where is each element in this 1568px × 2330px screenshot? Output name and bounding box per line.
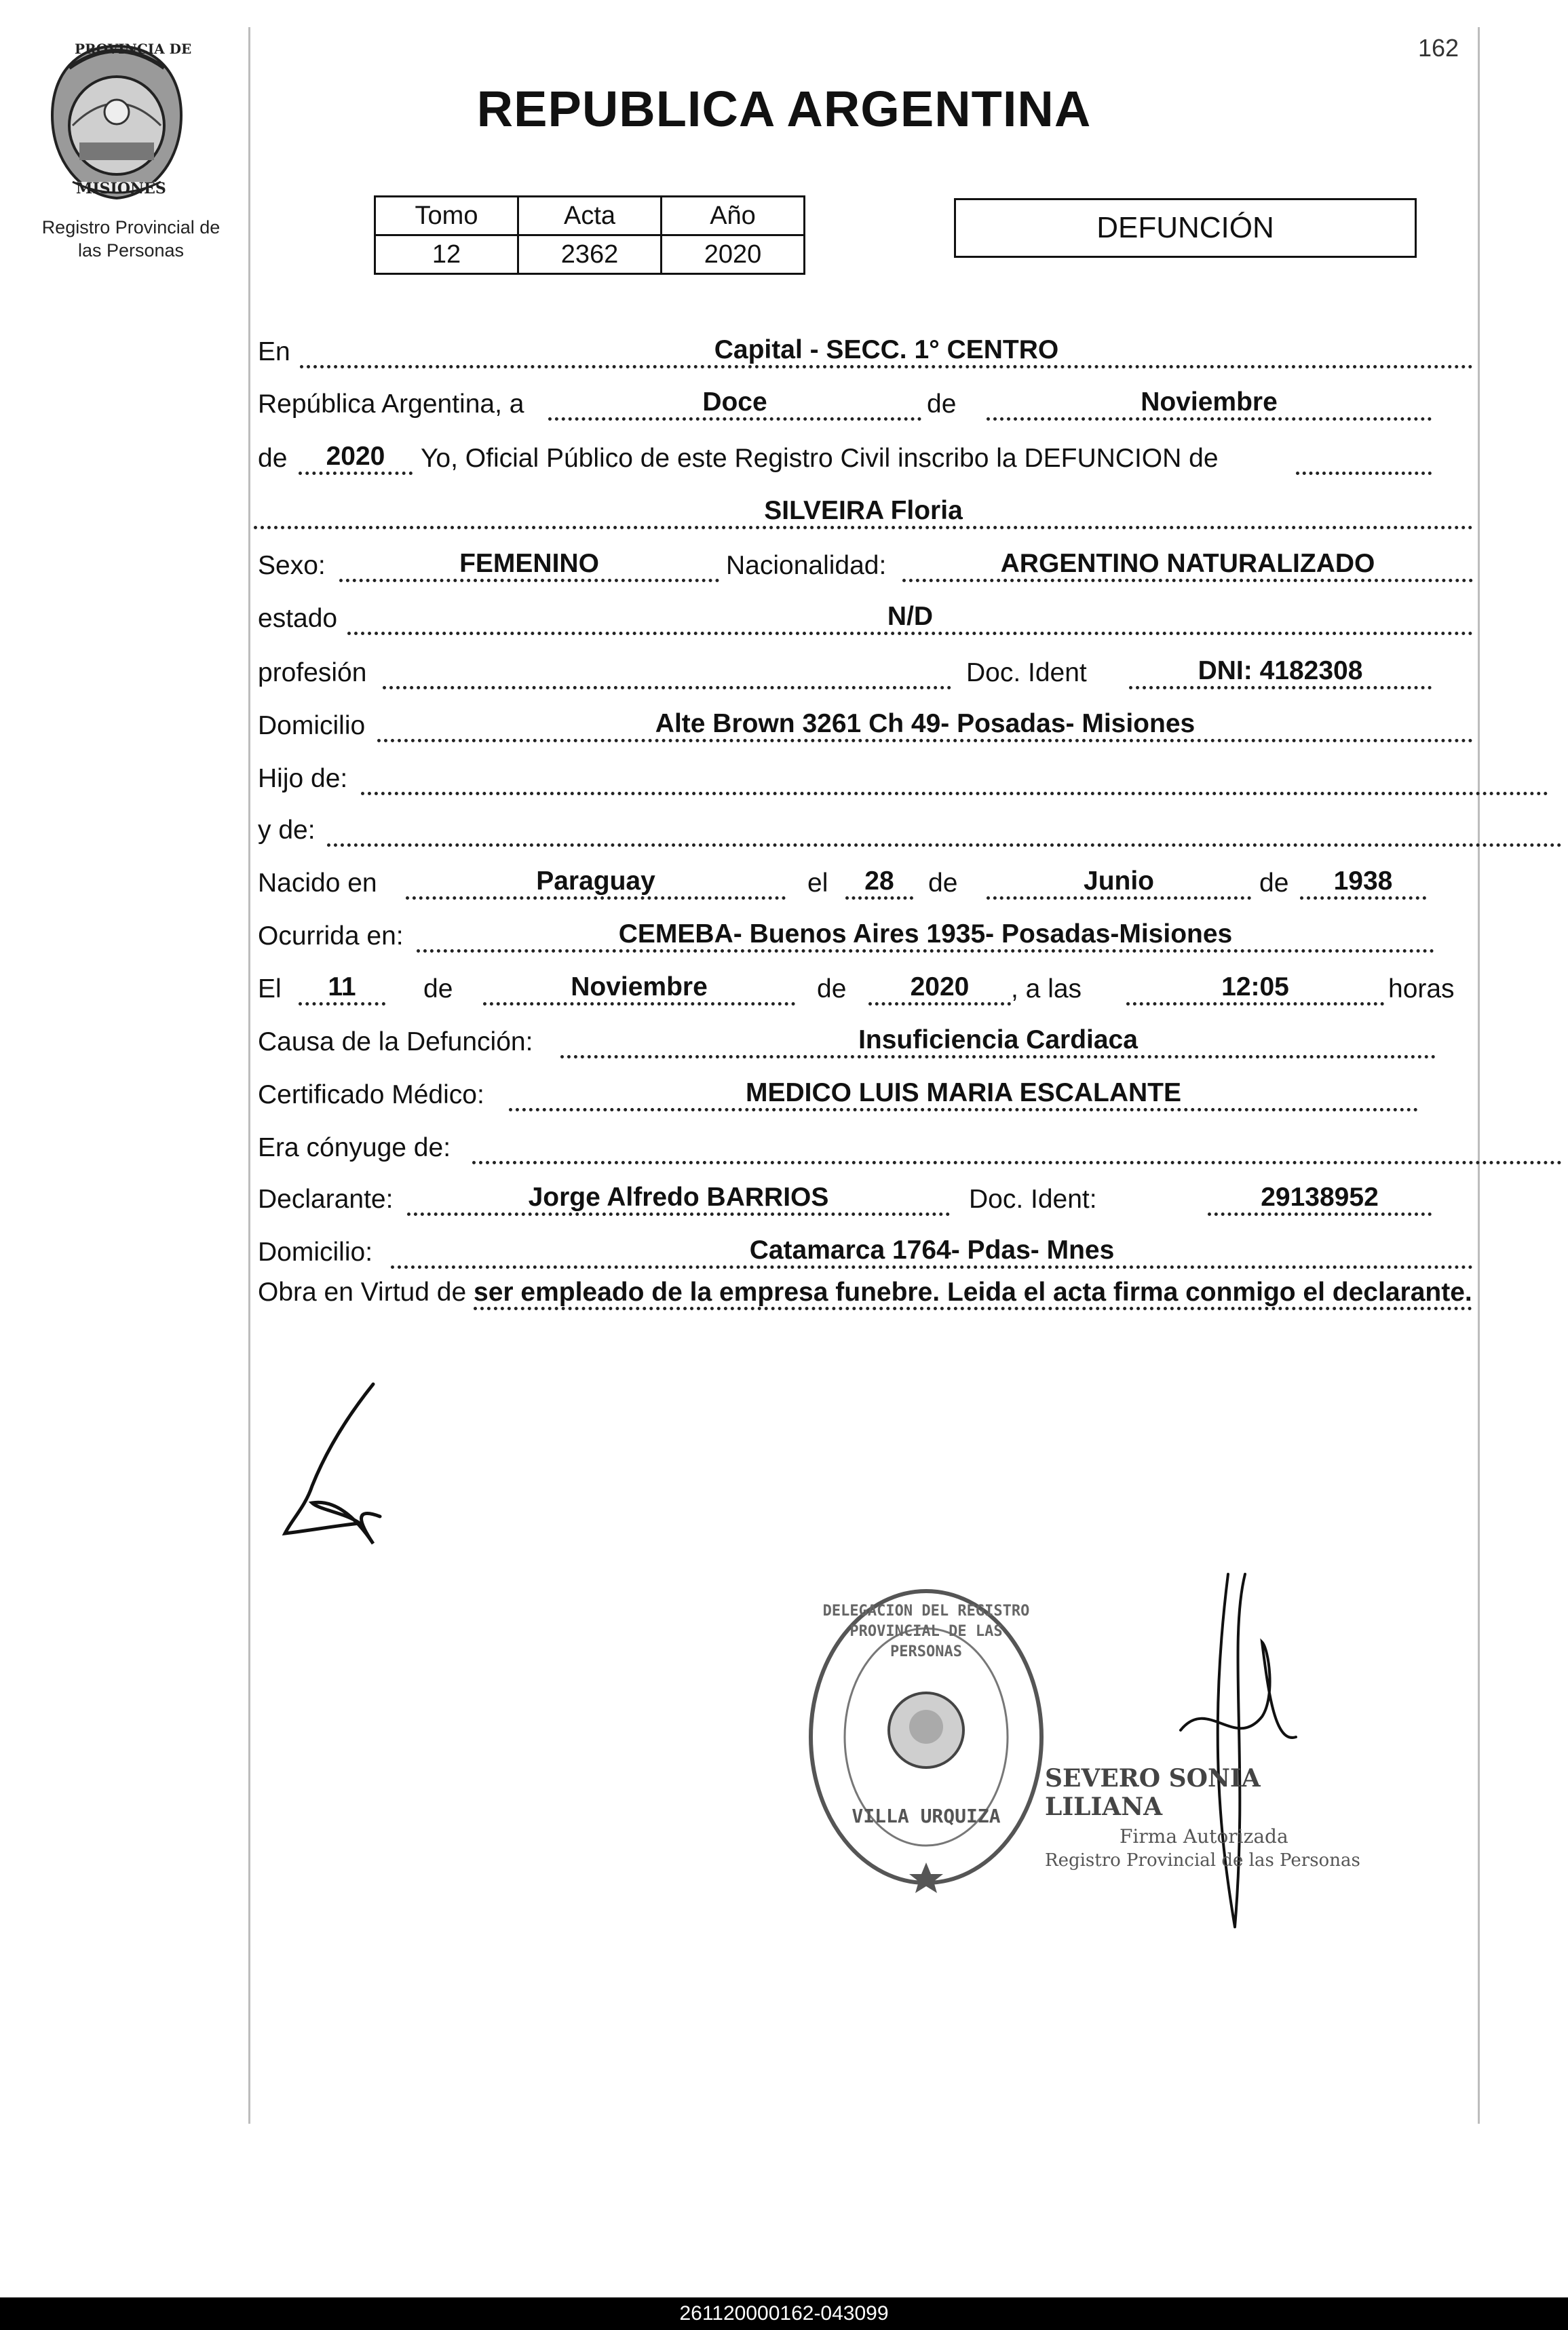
oficial-trailing-field [1296, 436, 1432, 475]
record-table-header: Año [662, 197, 805, 235]
row-profesion [258, 650, 1473, 691]
birth-day-field[interactable] [845, 861, 913, 900]
de-label: de [1259, 868, 1289, 898]
stamp-ring-text: DELEGACION DEL REGISTRO PROVINCIAL DE LAS PERSONAS [822, 1603, 1030, 1660]
row-certificado [258, 1072, 1473, 1113]
official-signature-icon [1167, 1561, 1316, 1941]
causa-field[interactable] [560, 1020, 1436, 1058]
obra-paragraph [258, 1273, 1472, 1312]
en-label: En [258, 337, 290, 366]
crest-text-bottom: MISIONES [76, 180, 166, 197]
obra-prefix: Obra en Virtud de [258, 1278, 467, 1307]
obra-text: ser empleado de la empresa funebre. Leida el acta firma conmigo el declarante. [474, 1278, 1472, 1310]
decl-domicilio-value: Catamarca 1764- Pdas- Mnes [749, 1236, 1115, 1265]
row-conyuge [258, 1125, 1473, 1166]
de-label: de [817, 974, 847, 1004]
domicilio-field[interactable] [377, 704, 1473, 742]
de-label: de [928, 868, 958, 898]
row-ocurrida [258, 913, 1473, 954]
month-field[interactable] [987, 382, 1432, 421]
barcode-footer: 261120000162-043099 [0, 2297, 1568, 2330]
nacionalidad-label: Nacionalidad: [726, 551, 887, 580]
declarante-value: Jorge Alfredo BARRIOS [528, 1183, 829, 1212]
right-margin-line [1478, 27, 1480, 2124]
alas-label: , a las [1011, 974, 1082, 1004]
deceased-name-value: SILVEIRA Floria [764, 496, 963, 525]
record-table-header: Acta [518, 197, 662, 235]
ocurrida-value: CEMEBA- Buenos Aires 1935- Posadas-Misiones [618, 919, 1233, 949]
row-year [258, 436, 1473, 476]
yde-field[interactable] [327, 808, 1562, 847]
row-declarante [258, 1177, 1473, 1217]
hijo-field[interactable] [361, 757, 1548, 795]
row-death-date [258, 966, 1473, 1007]
ocurrida-label: Ocurrida en: [258, 921, 404, 951]
en-value: Capital - SECC. 1° CENTRO [714, 335, 1059, 364]
nacido-label: Nacido en [258, 868, 377, 898]
nacido-value: Paraguay [536, 866, 655, 896]
day-field[interactable] [548, 382, 921, 421]
record-table-header: Tomo [375, 197, 518, 235]
hijo-label: Hijo de: [258, 764, 348, 793]
record-table-cell: 2362 [518, 235, 662, 274]
record-table [374, 195, 805, 275]
birth-year-field[interactable] [1300, 861, 1426, 900]
certificado-label: Certificado Médico: [258, 1080, 484, 1109]
death-year-field[interactable] [868, 967, 1011, 1006]
registry-label-line2: las Personas [77, 240, 185, 261]
doc-ident-value: DNI: 4182308 [1198, 656, 1363, 685]
decl-doc-value: 29138952 [1261, 1183, 1379, 1212]
estado-field[interactable] [347, 596, 1473, 635]
death-time-field[interactable] [1126, 967, 1384, 1006]
row-domicilio [258, 703, 1473, 744]
profesion-label: profesión [258, 658, 367, 687]
birth-month-field[interactable] [987, 861, 1251, 900]
certificado-field[interactable] [509, 1073, 1418, 1111]
record-table-cell: 2020 [662, 235, 805, 274]
yde-label: y de: [258, 816, 315, 845]
declarante-label: Declarante: [258, 1185, 394, 1214]
conyuge-field[interactable] [472, 1126, 1562, 1164]
decl-doc-label: Doc. Ident: [969, 1185, 1097, 1214]
nacido-field[interactable] [406, 861, 786, 900]
estado-label: estado [258, 604, 338, 633]
de-label: de [927, 389, 957, 419]
year-value: 2020 [326, 442, 385, 471]
sexo-field[interactable] [339, 543, 719, 582]
row-decl-domicilio [258, 1229, 1473, 1270]
death-day-field[interactable] [299, 967, 385, 1006]
row-yde [258, 807, 1473, 848]
birth-month-value: Junio [1084, 866, 1154, 896]
record-table-header-row [375, 197, 805, 235]
stamp-center-text: VILLA URQUIZA [852, 1805, 1001, 1827]
death-month-value: Noviembre [571, 972, 708, 1001]
day-value: Doce [702, 387, 767, 417]
domicilio-value: Alte Brown 3261 Ch 49- Posadas- Misiones [655, 709, 1196, 738]
record-table-value-row [375, 235, 805, 274]
deceased-name-field[interactable] [254, 491, 1473, 529]
record-type-box: DEFUNCIÓN [954, 198, 1417, 258]
death-day-value: 11 [328, 972, 356, 1001]
authority-role: Firma Autorizada [1120, 1825, 1288, 1848]
de-label: de [258, 444, 288, 473]
doc-ident-label: Doc. Ident [966, 658, 1087, 687]
birth-day-value: 28 [864, 866, 894, 896]
row-en [258, 329, 1473, 370]
nacionalidad-value: ARGENTINO NATURALIZADO [1000, 549, 1375, 578]
authority-name: SEVERO SONIA LILIANA [1045, 1764, 1261, 1821]
birth-year-value: 1938 [1333, 866, 1393, 896]
death-year-value: 2020 [910, 972, 970, 1001]
causa-value: Insuficiencia Cardiaca [858, 1025, 1138, 1054]
decl-domicilio-label: Domicilio: [258, 1238, 373, 1267]
row-sexo [258, 543, 1473, 584]
row-hijo [258, 756, 1473, 797]
row-date [258, 381, 1473, 422]
death-time-value: 12:05 [1221, 972, 1289, 1001]
record-table-cell: 12 [375, 235, 518, 274]
el-cap-label: El [258, 974, 282, 1004]
row-causa [258, 1019, 1473, 1060]
declarant-signature-icon [271, 1377, 394, 1554]
row-estado [258, 596, 1473, 636]
decl-domicilio-field[interactable] [391, 1230, 1473, 1269]
ocurrida-field[interactable] [417, 914, 1434, 953]
row-nacido [258, 860, 1473, 901]
profesion-field[interactable] [383, 651, 951, 689]
certificado-value: MEDICO LUIS MARIA ESCALANTE [745, 1078, 1182, 1107]
crest-text-top: PROVINCIA DE [75, 41, 192, 57]
registry-label [14, 216, 248, 262]
oficial-text: Yo, Oficial Público de este Registro Civil inscribo la DEFUNCION de [421, 444, 1219, 473]
republica-label: República Argentina, a [258, 389, 524, 419]
decl-doc-field[interactable] [1208, 1177, 1432, 1216]
doc-ident-field[interactable] [1129, 651, 1432, 689]
conyuge-label: Era cónyuge de: [258, 1133, 451, 1162]
registry-label-line1: Registro Provincial de [41, 217, 221, 237]
en-field[interactable] [300, 330, 1473, 368]
el-label: el [807, 868, 828, 898]
horas-label: horas [1388, 974, 1455, 1004]
domicilio-label: Domicilio [258, 711, 366, 740]
year-field[interactable] [299, 436, 413, 475]
declarante-field[interactable] [407, 1177, 950, 1216]
causa-label: Causa de la Defunción: [258, 1027, 533, 1056]
de-label: de [423, 974, 453, 1004]
nacionalidad-field[interactable] [902, 543, 1473, 582]
month-value: Noviembre [1141, 387, 1278, 417]
death-month-field[interactable] [483, 967, 795, 1006]
row-deceased-name [254, 490, 1473, 531]
page-title: REPUBLICA ARGENTINA [476, 81, 1092, 137]
authority-org: Registro Provincial de las Personas [1045, 1850, 1360, 1871]
sexo-label: Sexo: [258, 551, 326, 580]
authority-block [1045, 1764, 1384, 1871]
page-number: 162 [1418, 34, 1459, 62]
sexo-value: FEMENINO [459, 549, 599, 578]
left-margin-line [248, 27, 250, 2124]
estado-value: N/D [887, 602, 934, 631]
